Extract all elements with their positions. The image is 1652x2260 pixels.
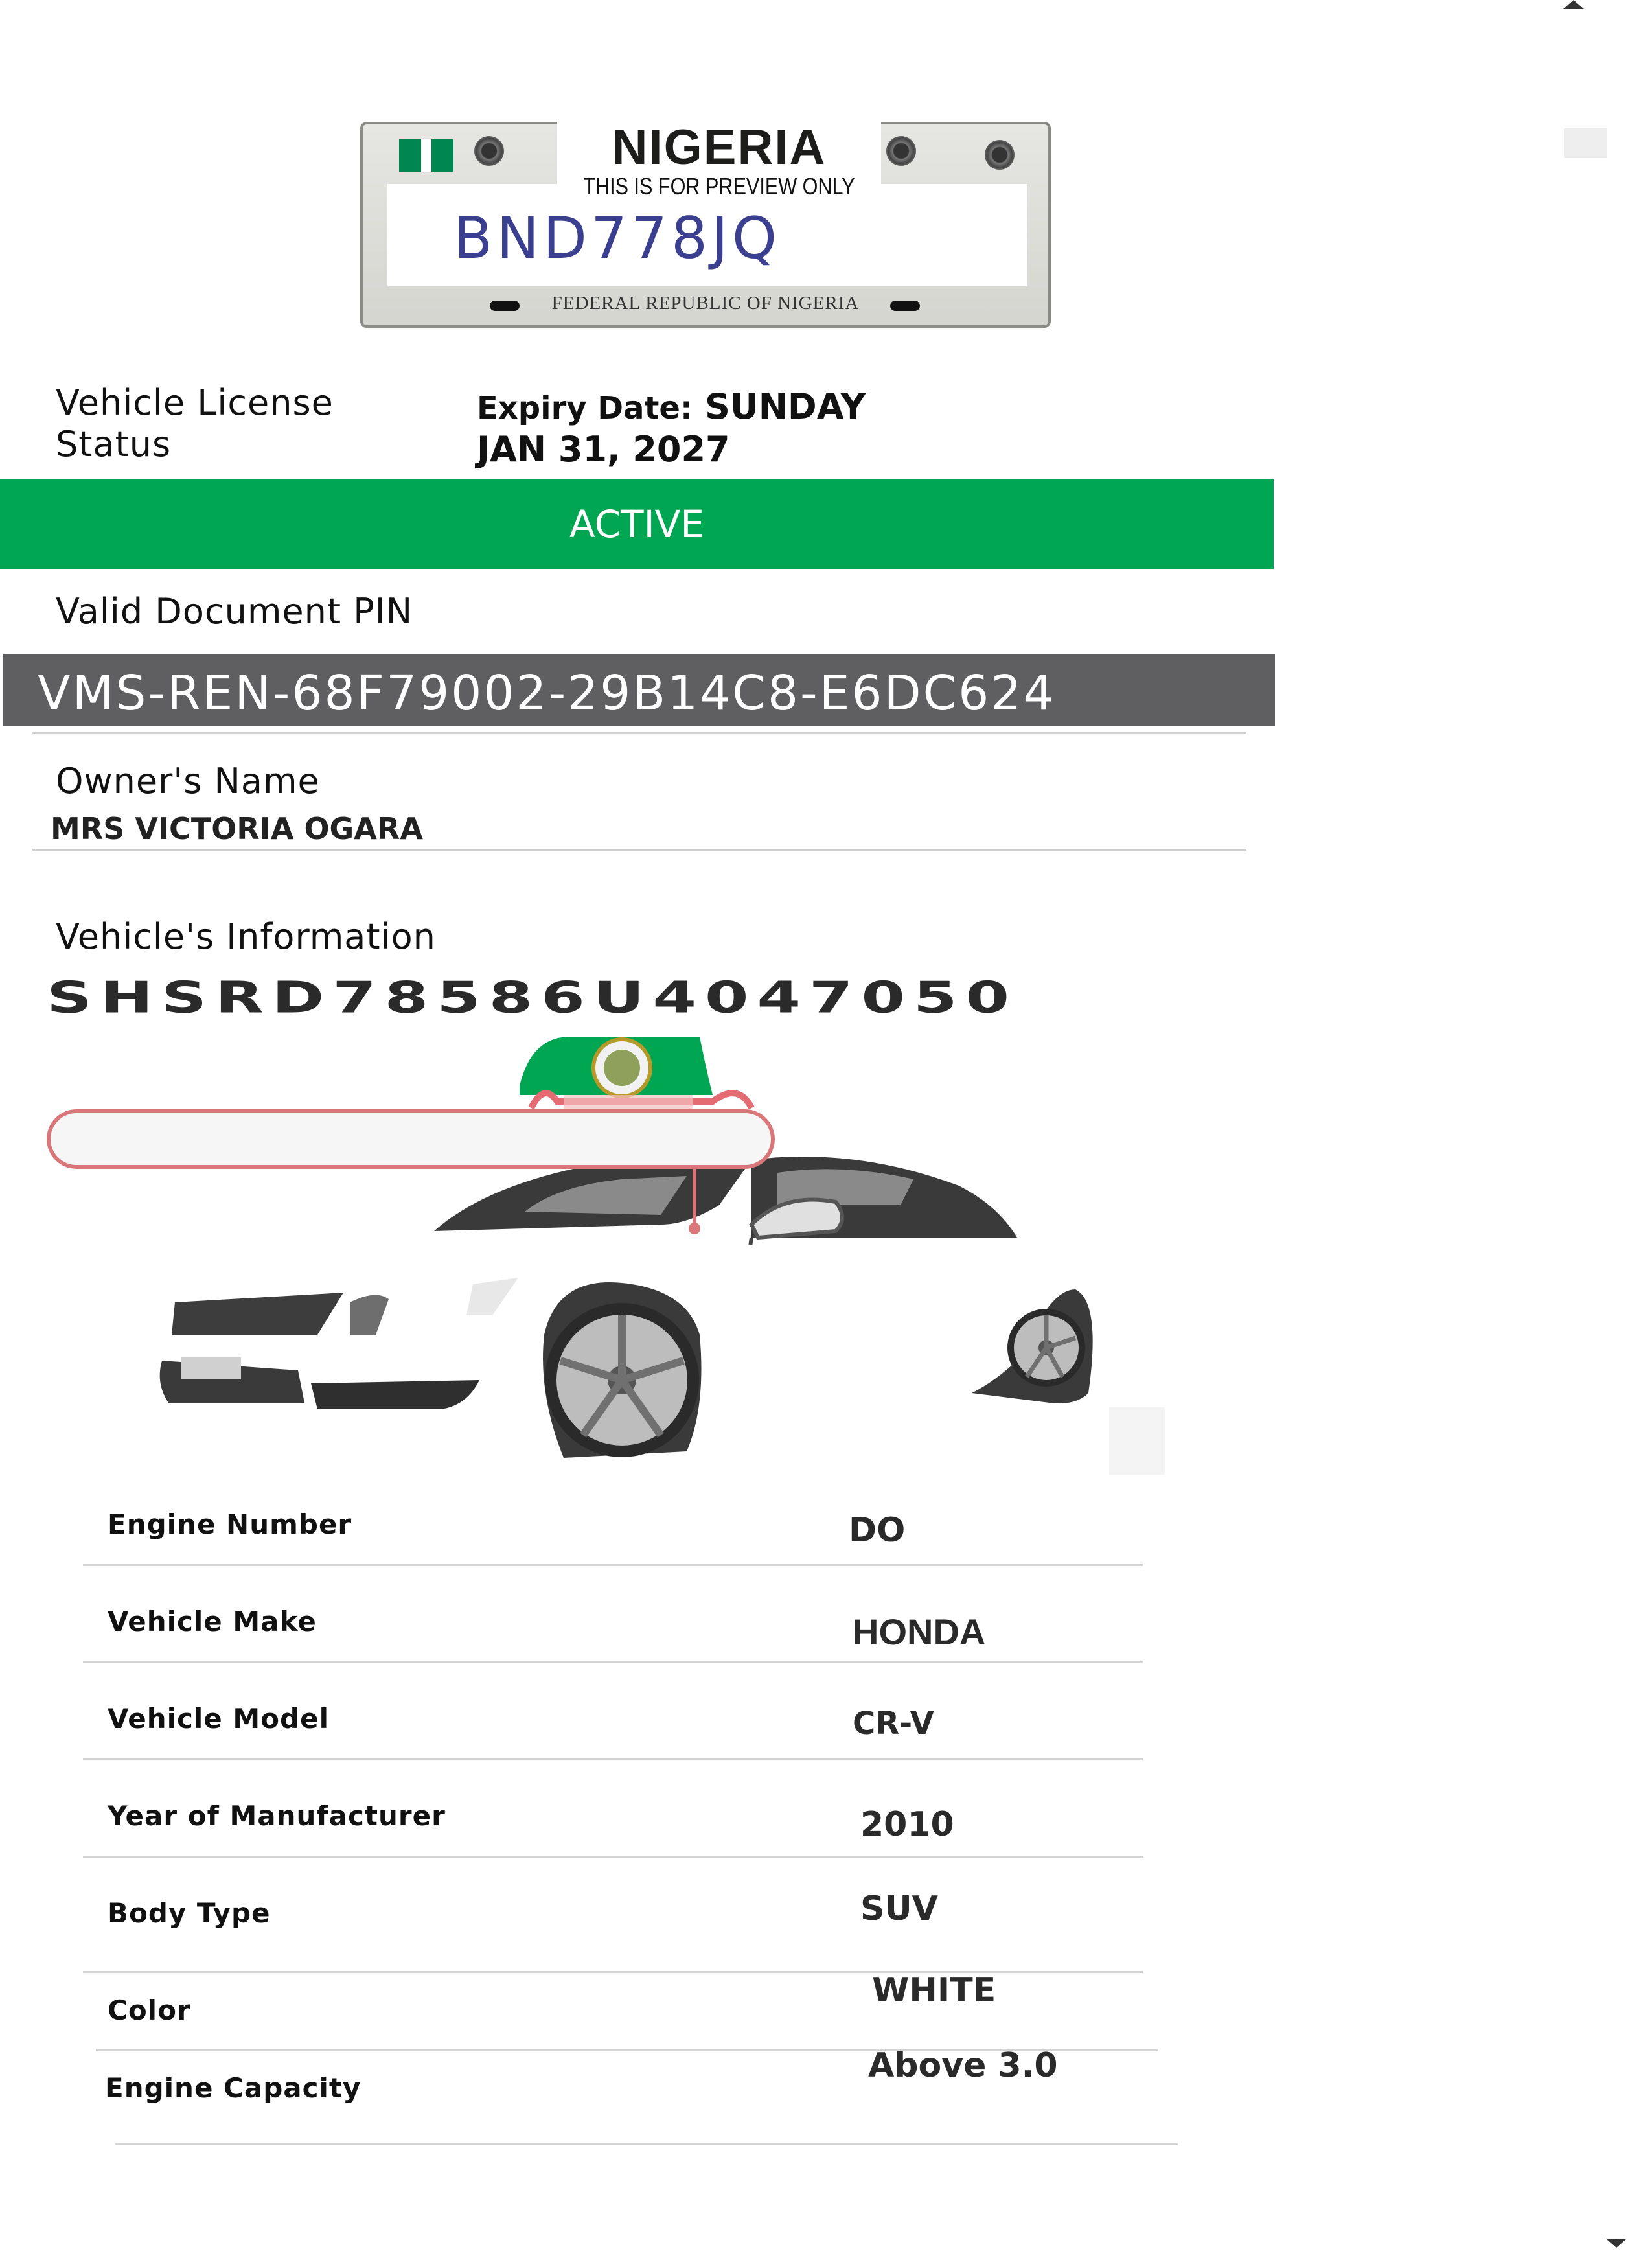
divider [32, 849, 1246, 851]
spec-value-body-type: SUV [860, 1889, 938, 1928]
coat-of-arms-icon [520, 1037, 751, 1121]
pin-bar [3, 654, 1275, 726]
table-row-divider [83, 1856, 1143, 1858]
spec-label-color: Color [108, 1994, 191, 2026]
spec-label-vehicle-make: Vehicle Make [108, 1606, 317, 1637]
pin-value: VMS-REN-68F79002-29B14C8-E6DC624 [38, 665, 1056, 721]
nigeria-flag-icon [399, 139, 474, 172]
status-badge [0, 479, 1274, 569]
plate-bolt-icon [886, 136, 916, 166]
status-text: ACTIVE [569, 502, 704, 546]
side-panel-stub [1564, 128, 1607, 158]
plate-footer: FEDERAL REPUBLIC OF NIGERIA [551, 293, 860, 314]
table-row-divider [83, 1661, 1143, 1663]
plate-preview-note: THIS IS FOR PREVIEW ONLY [583, 173, 855, 200]
license-status-label: Vehicle License Status [56, 382, 334, 465]
vin-number: SHSRD78586U4047050 [47, 972, 1018, 1023]
spec-value-vehicle-make: HONDA [853, 1611, 986, 1652]
faint-marker [1109, 1407, 1165, 1475]
expiry-day: SUNDAY [704, 386, 866, 427]
divider [32, 732, 1246, 734]
scroll-up-icon[interactable] [1563, 0, 1584, 9]
plate-bolt-icon [474, 136, 504, 166]
spec-label-year: Year of Manufacturer [108, 1800, 446, 1832]
scroll-down-icon[interactable] [1606, 2239, 1627, 2248]
spec-label-engine-number: Engine Number [108, 1508, 352, 1540]
table-row-divider [83, 1758, 1143, 1760]
plate-bolt-icon [985, 140, 1015, 170]
expiry-date-value: JAN 31, 2027 [477, 429, 730, 470]
vehicle-info-label: Vehicle's Information [56, 916, 436, 957]
table-row-divider [115, 2143, 1178, 2145]
spec-value-vehicle-model: CR-V [853, 1705, 934, 1742]
car-illustration-icon [39, 1030, 1179, 1484]
expiry-date [477, 386, 1125, 470]
vin-callout [47, 1109, 775, 1169]
pin-label: Valid Document PIN [56, 591, 413, 632]
expiry-prefix: Expiry Date: [477, 390, 693, 426]
spec-label-vehicle-model: Vehicle Model [108, 1703, 329, 1735]
owner-name: MRS VICTORIA OGARA [51, 811, 423, 846]
table-row-divider [83, 1564, 1143, 1566]
spec-label-engine-capacity: Engine Capacity [105, 2072, 361, 2104]
owner-label: Owner's Name [56, 761, 320, 801]
license-plate [360, 122, 1051, 328]
plate-country: NIGERIA [612, 120, 827, 175]
spec-value-engine-number: DO [849, 1511, 906, 1550]
spec-value-color: WHITE [872, 1971, 996, 2010]
plate-header [557, 119, 881, 200]
spec-value-year: 2010 [860, 1805, 954, 1844]
spec-label-body-type: Body Type [108, 1897, 271, 1929]
plate-number: BND778JQ [453, 205, 781, 271]
spec-value-engine-capacity: Above 3.0 [868, 2046, 1058, 2085]
